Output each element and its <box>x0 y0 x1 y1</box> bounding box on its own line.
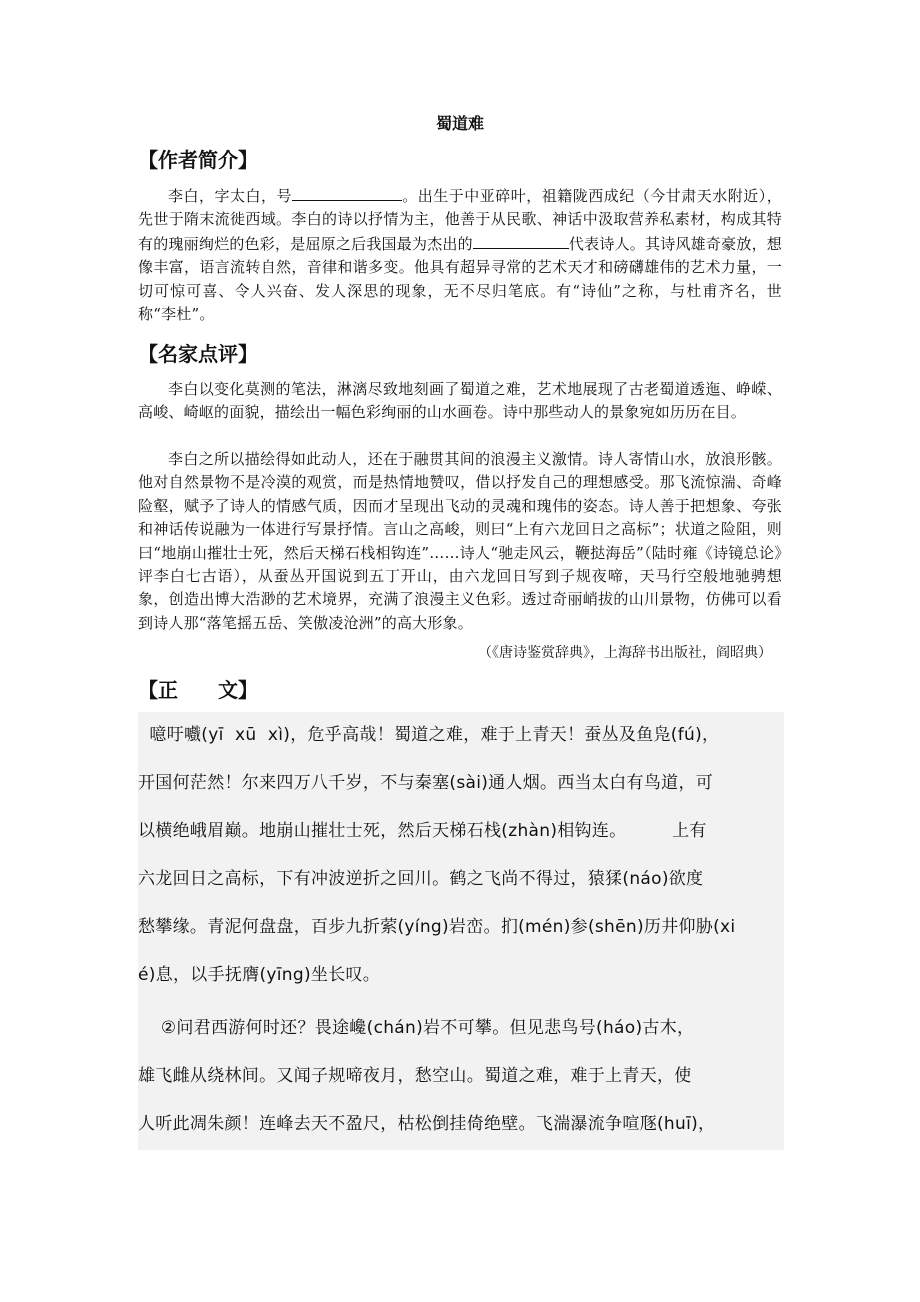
poem-line: 愁攀缘。青泥何盘盘，百步九折萦(yíng)岩峦。扪(mén)参(shēn)历井仰胁(xi <box>138 917 736 937</box>
author-intro-heading: 【作者简介】 <box>138 148 258 172</box>
author-intro-text-3: 代表诗人。其诗风雄奇豪放，想像丰富，语言流转自然，音律和谐多变。他具有超异寻常的艺术天才和磅礴雄伟的艺术力量，一切可惊可喜、令人兴奋、发人深思的现象，无不尽归笔底。有“诗仙”之称，与杜甫齐名，世称“李杜”。 <box>138 234 782 324</box>
poem-line: 人听此凋朱颜！连峰去天不盈尺，枯松倒挂倚绝壁。飞湍瀑流争喧豗(huī)， <box>138 1114 716 1134</box>
poem-line: é)息，以手抚膺(yīng)坐长叹。 <box>138 965 381 985</box>
review-citation: （《唐诗鉴赏辞典》，上海辞书出版社，阎昭典） <box>478 645 772 661</box>
author-intro-paragraph <box>138 184 782 326</box>
fill-blank-poet-type <box>473 232 569 249</box>
author-intro-text-1: 李白，字太白，号 <box>168 187 292 205</box>
review-paragraph-2: 李白之所以描绘得如此动人，还在于融贯其间的浪漫主义激情。诗人寄情山水，放浪形骸。他对自然景物不是冷漠的观赏，而是热情地赞叹，借以抒发自己的理想感受。那飞流惊湍、奇峰险壑，赋予了诗人的情感气质，因而才呈现出飞动的灵魂和瑰伟的姿态。诗人善于把想象、夸张和神话传说融为一体进行写景抒情。言山之高峻，则曰“上有六龙回日之高标”；状道之险阻，则曰“地崩山摧壮士死，然后天梯石栈相钩连”……诗人“驰走风云，鞭挞海岳”（陆时雍《诗镜总论》评李白七古语），从蚕丛开国说到五丁开山，由六龙回日写到子规夜啼，天马行空般地驰骋想象，创造出博大浩渺的艺术境界，充满了浪漫主义色彩。透过奇丽峭拔的山川景物，仿佛可以看到诗人那“落笔摇五岳、笑傲凌沧洲”的高大形象。 <box>138 450 782 632</box>
main-text-heading: 【正 文】 <box>138 678 258 702</box>
poem-line: 开国何茫然！尔来四万八千岁，不与秦塞(sài)通人烟。西当太白有鸟道，可 <box>138 773 714 793</box>
review-heading: 【名家点评】 <box>138 342 258 366</box>
poem-line: 以横绝峨眉巅。地崩山摧壮士死，然后天梯石栈(zhàn)相钩连。 上有 <box>138 821 707 841</box>
poem-line: ②问君西游何时还？畏途巉(chán)岩不可攀。但见悲鸟号(háo)古木， <box>138 1018 695 1038</box>
poem-line: 雄飞雌从绕林间。又闻子规啼夜月，愁空山。蜀道之难，难于上青天，使 <box>138 1066 692 1086</box>
poem-line: 噫吁嚱(yī xū xì)，危乎高哉！蜀道之难，难于上青天！蚕丛及鱼凫(fú)， <box>138 725 720 745</box>
review-paragraph-1: 李白以变化莫测的笔法，淋漓尽致地刻画了蜀道之难，艺术地展现了古老蜀道透迤、峥嵘、高峻、崎岖的面貌，描绘出一幅色彩绚丽的山水画卷。诗中那些动人的景象宛如历历在目。 <box>138 380 782 422</box>
poem-line: 六龙回日之高标，下有冲波逆折之回川。鹤之飞尚不得过，猿猱(náo)欲度 <box>138 869 704 889</box>
page-title: 蜀道难 <box>435 114 484 133</box>
author-intro-text-2: 。出生于中亚碎叶，祖籍陇西成纪（今甘肃天水附近），先世于隋末流徙西域。李白的诗以抒情为主，他善于从民歌、神话中汲取营养私素材，构成其特有的瑰丽绚烂的色彩，是屈原之后我国最为杰出的 <box>138 187 782 253</box>
fill-blank-style-name <box>292 184 402 201</box>
